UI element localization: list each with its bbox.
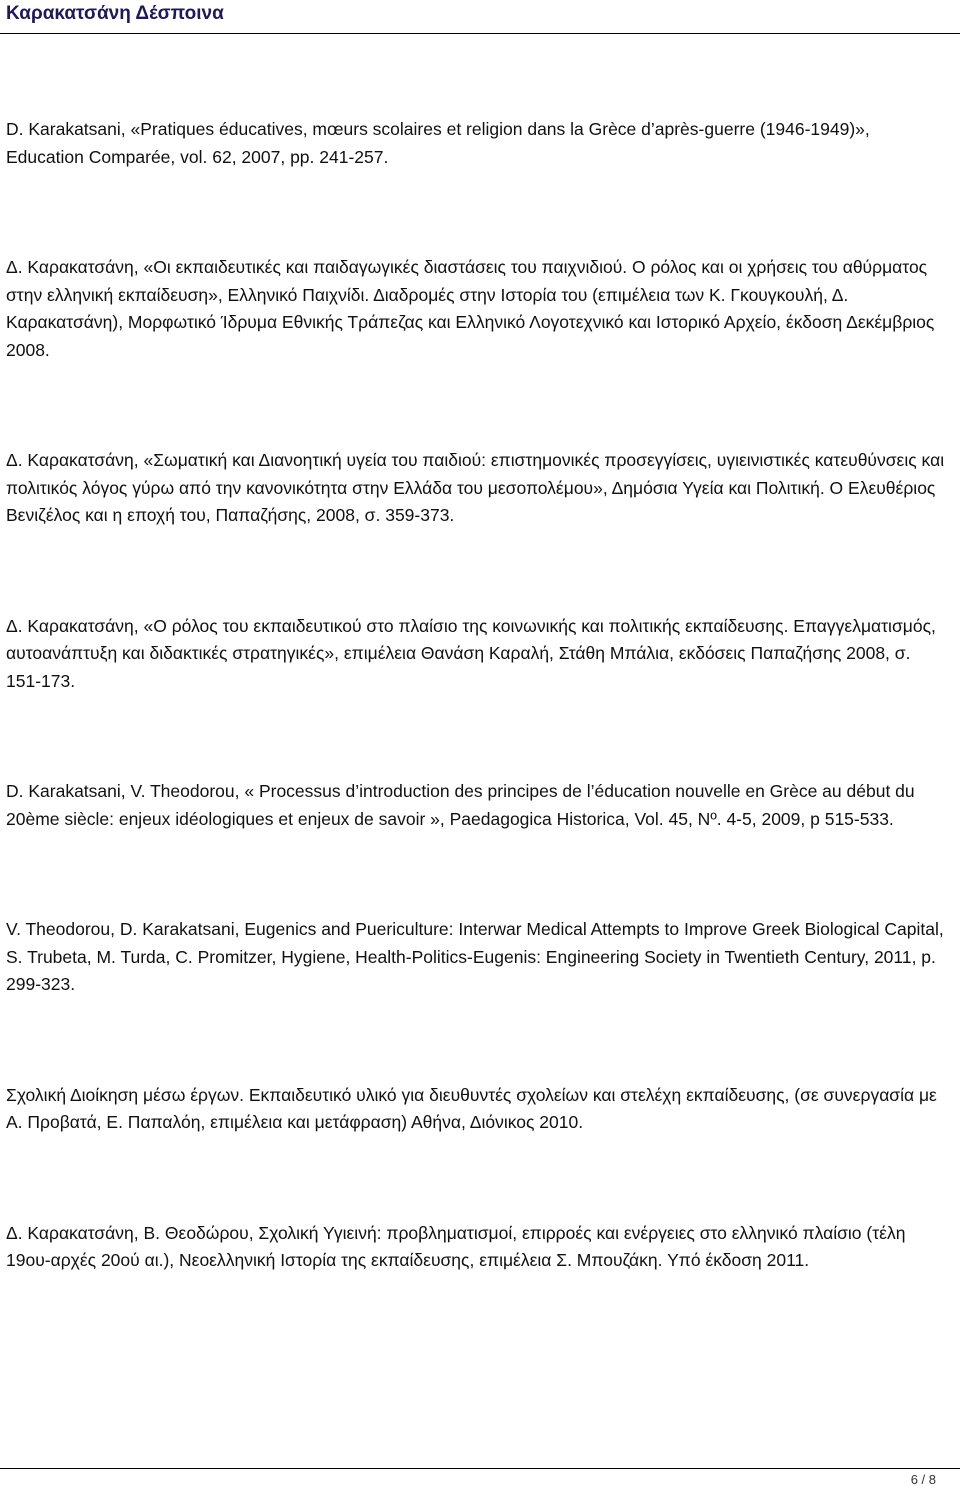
bibliography-entry: Δ. Καρακατσάνη, «Οι εκπαιδευτικές και παιδαγωγικές διαστάσεις του παιχνιδιού. Ο ρόλος και οι χρήσεις του αθύρματος στην ελληνική εκπαίδευση», Ελληνικό Παιχνίδι. Διαδρομές στην Ιστορία του (επιμέλεια των Κ. Γκουγκουλή, Δ. Καρακατσάνη), Μορφωτικό Ίδρυμα Εθνικής Τράπεζας και Ελληνικό Λογοτεχνικό και Ιστορικό Αρχείο, έκδοση Δεκέμβριος 2008. [6, 257, 935, 360]
page-footer [0, 1468, 960, 1491]
page-number: 6 / 8 [910, 1472, 936, 1487]
bibliography-entry: Δ. Καρακατσάνη, Β. Θεοδώρου, Σχολική Υγιεινή: προβληματισμοί, επιρροές και ενέργειες στο ελληνικό πλαίσιο (τέλη 19ου-αρχές 20ού αι.), Νεοελληνική Ιστορία της εκπαίδευσης, επιμέλεια Σ. Μπουζάκη. Υπό έκδοση 2011. [6, 1222, 906, 1270]
bibliography-entry: D. Karakatsani, V. Theodorou, « Processus d’introduction des principes de l’éducation nouvelle en Grèce au début du 20ème siècle: enjeux idéologiques et enjeux de savoir », Paedagogica Historica, Vol. 45, Nº. 4-5, 2009, p 515-533. [6, 781, 915, 829]
bibliography-list [6, 116, 950, 1275]
bibliography-entry: Δ. Καρακατσάνη, «Σωματική και Διανοητική υγεία του παιδιού: επιστημονικές προσεγγίσεις, υγιεινιστικές κατευθύνσεις και πολιτικός λόγος γύρω από την κανονικότητα στην Ελλάδα του μεσοπολέμου», Δημόσια Υγεία και Πολιτική. Ο Ελευθέριος Βενιζέλος και η εποχή του, Παπαζήσης, 2008, σ. 359-373. [6, 450, 945, 525]
page-header [0, 0, 960, 34]
page-title: Καρακατσάνη Δέσποινα [6, 3, 224, 24]
bibliography-entry: Σχολική Διοίκηση μέσω έργων. Εκπαιδευτικό υλικό για διευθυντές σχολείων και στελέχη εκπαίδευσης, (σε συνεργασία με Α. Προβατά, Ε. Παπαλόη, επιμέλεια και μετάφραση) Αθήνα, Διόνικος 2010. [6, 1084, 937, 1132]
bibliography-entry: Δ. Καρακατσάνη, «Ο ρόλος του εκπαιδευτικού στο πλαίσιο της κοινωνικής και πολιτικής εκπαίδευσης. Επαγγελματισμός, αυτοανάπτυξη και διδακτικές στρατηγικές», επιμέλεια Θανάση Καραλή, Στάθη Μπάλια, εκδόσεις Παπαζήσης 2008, σ. 151-173. [6, 615, 936, 691]
bibliography-entry: V. Theodorou, D. Karakatsani, Eugenics and Puericulture: Interwar Medical Attempts to Improve Greek Biological Capital, S. Trubeta, M. Turda, C. Promitzer, Hygiene, Health-Politics-Eugenis: Engineering Society in Twentieth Century, 2011, p. 299-323. [6, 919, 944, 994]
bibliography-entry: D. Karakatsani, «Pratiques éducatives, mœurs scolaires et religion dans la Grèce d’après-guerre (1946-1949)», Education Comparée, vol. 62, 2007, pp. 241-257. [6, 119, 870, 167]
